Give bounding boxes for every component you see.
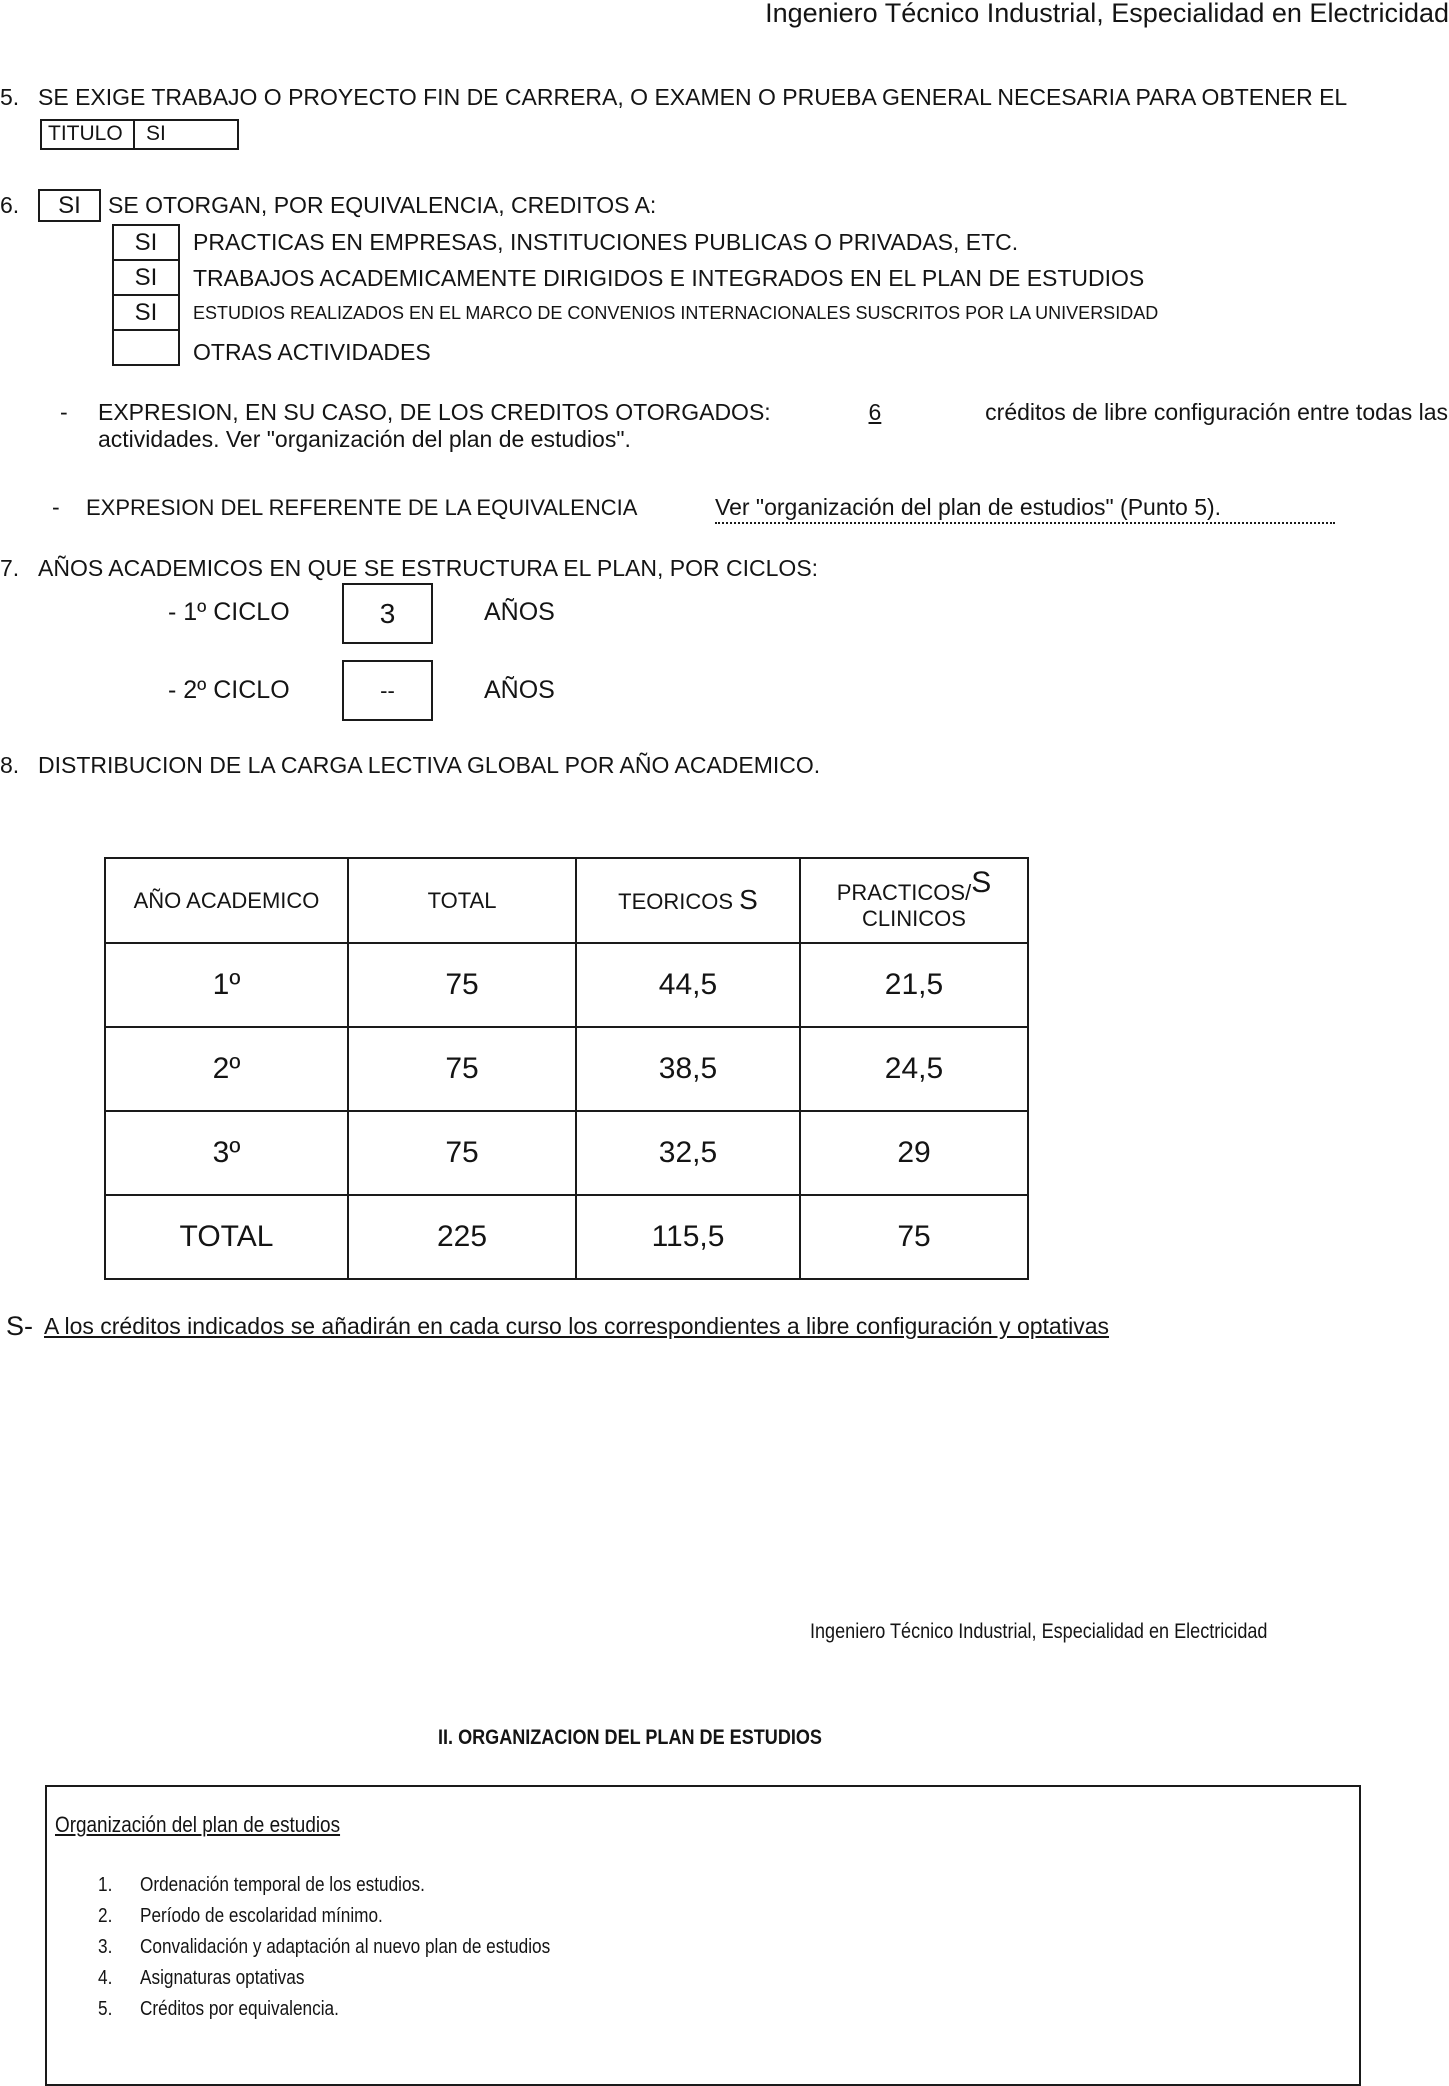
header-total: TOTAL: [348, 858, 576, 943]
creditos-item-label: ESTUDIOS REALIZADOS EN EL MARCO DE CONVENIOS INTERNACIONALES SUSCRITOS POR LA UNIVERSIDAD: [193, 303, 1159, 323]
cell-anio: TOTAL: [105, 1195, 348, 1279]
expresion-rest: créditos de libre configuración entre todas las: [985, 399, 1448, 425]
section7-text: AÑOS ACADEMICOS EN QUE SE ESTRUCTURA EL PLAN, POR CICLOS:: [38, 555, 819, 581]
creditos-item-box: SI: [112, 294, 180, 331]
header-practicos-line2: CLINICOS: [862, 905, 966, 931]
list-item-number: 5.: [98, 1998, 113, 2020]
section7-number: 7.: [0, 555, 20, 581]
section6-text: SE OTORGAN, POR EQUIVALENCIA, CREDITOS A:: [108, 192, 657, 218]
creditos-item-box: [112, 329, 180, 366]
expresion-label: EXPRESION, EN SU CASO, DE LOS CREDITOS OTORGADOS:: [98, 399, 771, 425]
ciclo-label: - 2º CICLO: [168, 676, 290, 704]
table-header-row: [105, 858, 1028, 943]
list-item-label: Convalidación y adaptación al nuevo plan de estudios: [140, 1936, 551, 1958]
titulo-field-value: SI: [146, 122, 166, 145]
cell-teoricos: 32,5: [576, 1111, 800, 1195]
section8-number: 8.: [0, 752, 20, 778]
section5-number: 5.: [0, 84, 20, 110]
titulo-field-divider: [133, 119, 135, 150]
table-total-row: [105, 1195, 1028, 1279]
organizacion-list: [98, 1870, 617, 2025]
cell-anio: 1º: [105, 943, 348, 1027]
cell-total: 75: [348, 943, 576, 1027]
table-row: [105, 1111, 1028, 1195]
list-item-number: 2.: [98, 1905, 113, 1927]
ciclo-unit: AÑOS: [484, 676, 555, 704]
table-row: [105, 943, 1028, 1027]
header-teoricos-mark: S: [739, 883, 758, 915]
creditos-item-label: PRACTICAS EN EMPRESAS, INSTITUCIONES PUBLICAS O PRIVADAS, ETC.: [193, 229, 1019, 255]
expresion-num: 6: [868, 399, 882, 425]
creditos-item-box: SI: [112, 224, 180, 261]
cell-teoricos: 38,5: [576, 1027, 800, 1111]
list-item-label: Ordenación temporal de los estudios.: [140, 1874, 425, 1896]
expresion-bullet: -: [60, 399, 68, 425]
list-item-label: Asignaturas optativas: [140, 1967, 305, 1989]
organizacion-box-title: Organización del plan de estudios: [55, 1812, 341, 1837]
ciclo-unit: AÑOS: [484, 598, 555, 626]
footnote-mark: S-: [6, 1311, 33, 1341]
section6-value-box: SI: [38, 189, 101, 222]
expresion-line2: actividades. Ver "organización del plan de estudios".: [98, 426, 631, 452]
section5-text: SE EXIGE TRABAJO O PROYECTO FIN DE CARRERA, O EXAMEN O PRUEBA GENERAL NECESARIA PARA OBTENER EL: [38, 84, 1348, 110]
ciclo-value-box: --: [342, 660, 433, 721]
list-item: [98, 1994, 617, 2025]
section8-text: DISTRIBUCION DE LA CARGA LECTIVA GLOBAL POR AÑO ACADEMICO.: [38, 752, 821, 778]
cell-total: 75: [348, 1027, 576, 1111]
referente-label: EXPRESION DEL REFERENTE DE LA EQUIVALENCIA: [86, 495, 638, 520]
ciclo-label: - 1º CICLO: [168, 598, 290, 626]
section6-number: 6.: [0, 192, 20, 218]
header-teoricos-label: TEORICOS: [618, 888, 734, 914]
cell-anio: 2º: [105, 1027, 348, 1111]
cell-anio: 3º: [105, 1111, 348, 1195]
list-item-number: 1.: [98, 1874, 113, 1896]
list-item-label: Créditos por equivalencia.: [140, 1998, 339, 2020]
page2-header-title: Ingeniero Técnico Industrial, Especialidad en Electricidad: [810, 1620, 1268, 1643]
table-row: [105, 1027, 1028, 1111]
list-item: [98, 1870, 617, 1901]
cell-teoricos: 44,5: [576, 943, 800, 1027]
referente-bullet: -: [52, 494, 60, 520]
expresion-line1: [98, 399, 1448, 426]
list-item: [98, 1932, 617, 1963]
cell-practicos: 29: [800, 1111, 1028, 1195]
list-item-number: 3.: [98, 1936, 113, 1958]
header-practicos-line1: PRACTICOS/: [836, 879, 972, 905]
list-item: [98, 1901, 617, 1932]
carga-lectiva-table: [104, 857, 1029, 1280]
page2-section-title: II. ORGANIZACION DEL PLAN DE ESTUDIOS: [438, 1726, 822, 1749]
cell-practicos: 21,5: [800, 943, 1028, 1027]
ciclo-value-box: 3: [342, 583, 433, 644]
cell-practicos: 24,5: [800, 1027, 1028, 1111]
header-anio-academico: AÑO ACADEMICO: [105, 858, 348, 943]
header-teoricos: [576, 858, 800, 943]
creditos-item-label: TRABAJOS ACADEMICAMENTE DIRIGIDOS E INTEGRADOS EN EL PLAN DE ESTUDIOS: [193, 265, 1145, 291]
header-practicos-mark: S: [971, 865, 992, 899]
cell-total: 75: [348, 1111, 576, 1195]
list-item-number: 4.: [98, 1967, 113, 1989]
header-practicos-clinicos: [800, 858, 1028, 943]
titulo-field-label: TITULO: [48, 122, 123, 145]
list-item: [98, 1963, 617, 1994]
footnote-text: A los créditos indicados se añadirán en cada curso los correspondientes a libre configuración y optativas: [44, 1313, 1110, 1339]
cell-teoricos: 115,5: [576, 1195, 800, 1279]
creditos-item-label: OTRAS ACTIVIDADES: [193, 339, 431, 365]
list-item-label: Período de escolaridad mínimo.: [140, 1905, 383, 1927]
cell-practicos: 75: [800, 1195, 1028, 1279]
creditos-item-box: SI: [112, 259, 180, 296]
document-header-title: Ingeniero Técnico Industrial, Especialidad en Electricidad: [765, 0, 1449, 28]
referente-value: Ver "organización del plan de estudios" (Punto 5).: [715, 494, 1335, 524]
cell-total: 225: [348, 1195, 576, 1279]
